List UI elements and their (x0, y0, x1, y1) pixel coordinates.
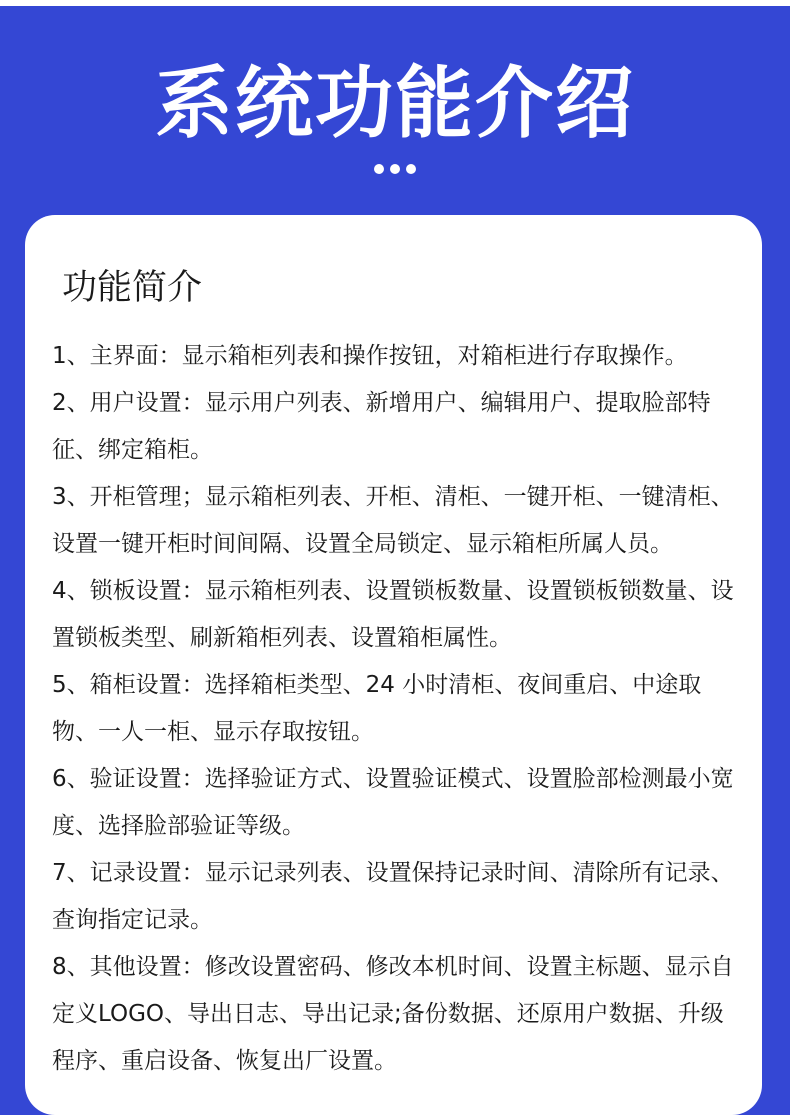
feature-item: 1、主界面：显示箱柜列表和操作按钮，对箱柜进行存取操作。 (52, 343, 688, 369)
top-border (0, 0, 790, 6)
card-heading: 功能简介 (62, 268, 203, 308)
feature-item: 7、记录设置：显示记录列表、设置保持记录时间、清除所有记录、查询指定记录。 (52, 860, 734, 933)
dot-icon (390, 164, 400, 174)
feature-item: 5、箱柜设置：选择箱柜类型、24 小时清柜、夜间重启、中途取物、一人一柜、显示存取按钮。 (52, 672, 702, 745)
feature-item: 4、锁板设置：显示箱柜列表、设置锁板数量、设置锁板锁数量、设置锁板类型、刷新箱柜列表、设置箱柜属性。 (52, 578, 734, 651)
page-title: 系统功能介绍 (154, 59, 635, 149)
feature-item: 8、其他设置：修改设置密码、修改本机时间、设置主标题、显示自定义LOGO、导出日志、导出记录;备份数据、还原用户数据、升级程序、重启设备、恢复出厂设置。 (52, 954, 734, 1074)
feature-card (25, 215, 762, 1115)
feature-item: 6、验证设置：选择验证方式、设置验证模式、设置脸部检测最小宽度、选择脸部验证等级。 (52, 766, 734, 839)
feature-item: 2、用户设置：显示用户列表、新增用户、编辑用户、提取脸部特征、绑定箱柜。 (52, 390, 711, 463)
decorative-dots (0, 164, 790, 174)
feature-list (52, 333, 744, 1085)
dot-icon (374, 164, 384, 174)
dot-icon (406, 164, 416, 174)
feature-item: 3、开柜管理；显示箱柜列表、开柜、清柜、一键开柜、一键清柜、设置一键开柜时间间隔、设置全局锁定、显示箱柜所属人员。 (52, 484, 734, 557)
